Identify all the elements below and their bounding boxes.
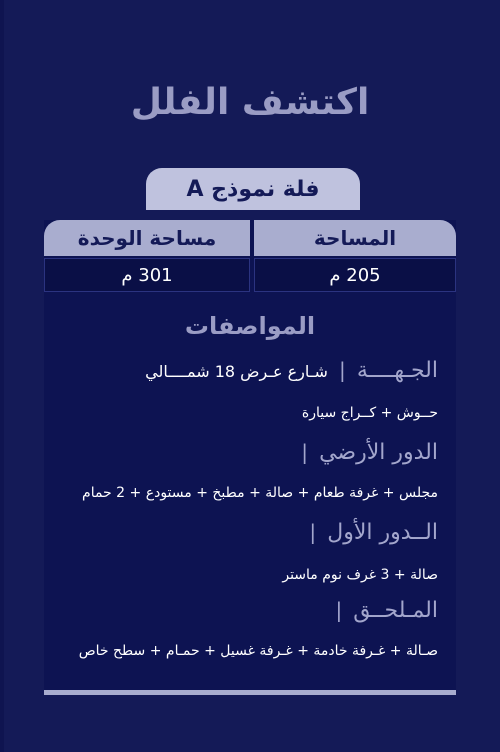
first-floor-detail: صالة + 3 غرف نوم ماستر bbox=[282, 567, 438, 583]
first-floor-detail-row bbox=[282, 564, 438, 583]
ground-floor-heading bbox=[295, 440, 438, 465]
annex-heading bbox=[329, 598, 438, 623]
first-floor-label: الــدور الأول bbox=[327, 520, 438, 545]
ground-floor-detail: مجلس + غرفة طعام + صالة + مطبخ + مستودع + 2 حمام bbox=[82, 485, 438, 501]
annex-detail-row bbox=[79, 640, 438, 659]
area-value: 205 م bbox=[254, 258, 456, 292]
ground-floor-label: الدور الأرضي bbox=[319, 440, 438, 465]
unit-area-value: 301 م bbox=[44, 258, 250, 292]
model-tab: فلة نموذج A bbox=[146, 168, 360, 210]
specs-card bbox=[44, 220, 456, 692]
unit-area-header: مساحة الوحدة bbox=[44, 220, 250, 256]
direction-label: الجـهــــة bbox=[356, 358, 438, 383]
area-header: المساحة bbox=[254, 220, 456, 256]
annex-label: المـلحــق bbox=[353, 598, 438, 623]
annex-separator: | bbox=[335, 598, 343, 622]
direction-row bbox=[145, 358, 438, 383]
specs-title: المواصفات bbox=[184, 312, 316, 340]
extras-row bbox=[302, 402, 438, 421]
bottom-divider bbox=[44, 690, 456, 695]
direction-value: شـارع عـرض 18 شمــــالي bbox=[145, 362, 328, 381]
ground-floor-detail-row bbox=[82, 482, 438, 501]
page-title: اكتشف الفلل bbox=[130, 82, 370, 123]
extras-text: حــوش + كــراج سيارة bbox=[301, 405, 438, 421]
first-floor-separator: | bbox=[309, 520, 317, 544]
annex-detail: صـالة + غـرفة خادمة + غـرفة غسيل + حمـام + سطح خاص bbox=[78, 643, 438, 659]
ground-floor-separator: | bbox=[301, 440, 308, 464]
direction-separator: | bbox=[338, 358, 346, 382]
first-floor-heading bbox=[303, 520, 438, 545]
